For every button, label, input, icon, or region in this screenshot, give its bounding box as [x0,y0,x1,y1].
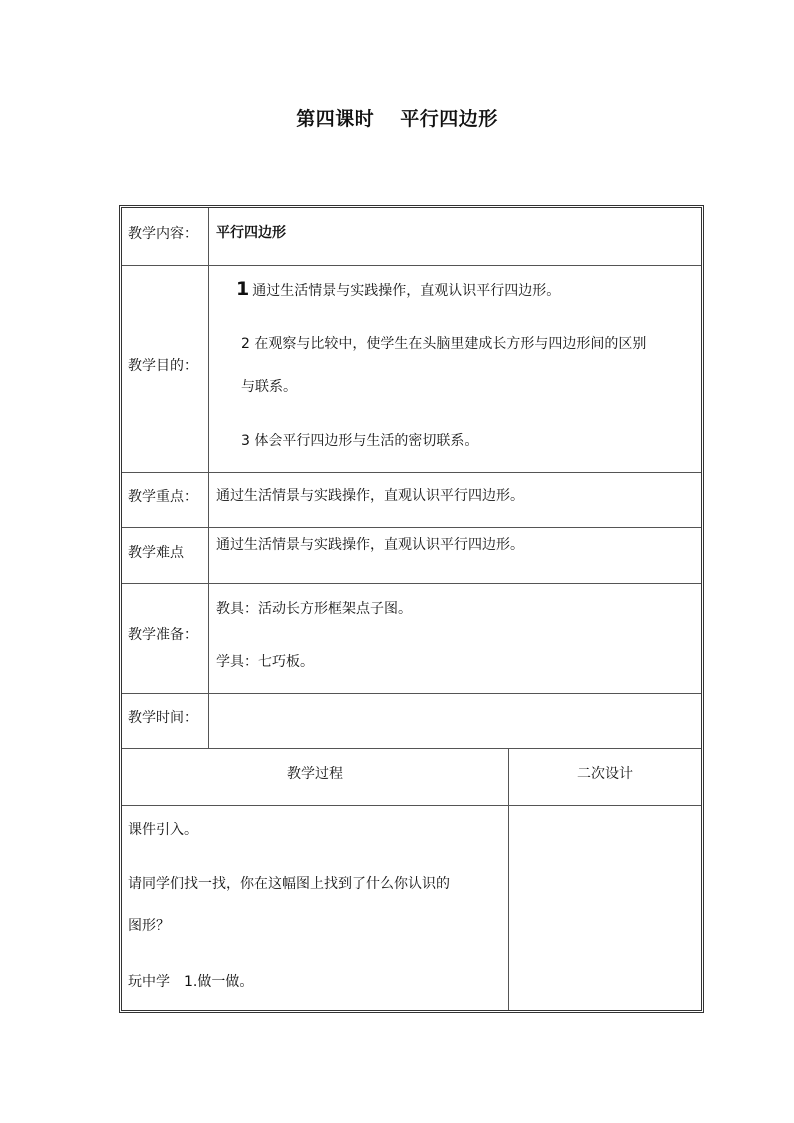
redesign-header: 二次设计 [577,766,633,782]
label-column-divider [208,208,209,748]
time-label: 教学时间： [128,710,198,726]
lesson-plan-table [119,205,704,1013]
process-line: 图形？ [128,918,170,934]
process-line: 请同学们找一找，你在这幅图上找到了什么你认识的 [128,876,450,892]
goal-item-1-number: 1 [236,278,250,300]
lesson-topic: 平行四边形 [400,108,498,130]
content-label: 教学内容： [128,226,198,242]
content-value: 平行四边形 [216,225,286,241]
key-points-label: 教学重点： [128,489,198,505]
goal-item-3: 3 体会平行四边形与生活的密切联系。 [241,433,479,449]
process-line: 课件引入。 [128,822,198,838]
goal-item-1 [236,279,560,301]
process-line: 玩中学 1.做一做。 [128,974,254,990]
difficulties-value: 通过生活情景与实践操作，直观认识平行四边形。 [216,537,524,553]
preparation-label: 教学准备： [128,627,198,643]
page-title [0,104,794,131]
key-points-value: 通过生活情景与实践操作，直观认识平行四边形。 [216,488,524,504]
goal-item-2-line-1: 2 在观察与比较中，使学生在头脑里建成长方形与四边形间的区别 [241,336,647,352]
student-materials: 学具：七巧板。 [216,654,314,670]
row-divider [122,748,701,749]
goal-item-1-text: 通过生活情景与实践操作，直观认识平行四边形。 [252,283,561,299]
row-divider [122,805,701,806]
goal-item-2-line-2: 与联系。 [241,379,297,395]
process-column-divider [508,748,509,1010]
teacher-materials: 教具：活动长方形框架点子图。 [216,601,412,617]
difficulties-label: 教学难点 [128,545,184,561]
lesson-number: 第四课时 [296,108,375,130]
goals-label: 教学目的： [128,358,198,374]
process-header: 教学过程 [287,766,343,782]
